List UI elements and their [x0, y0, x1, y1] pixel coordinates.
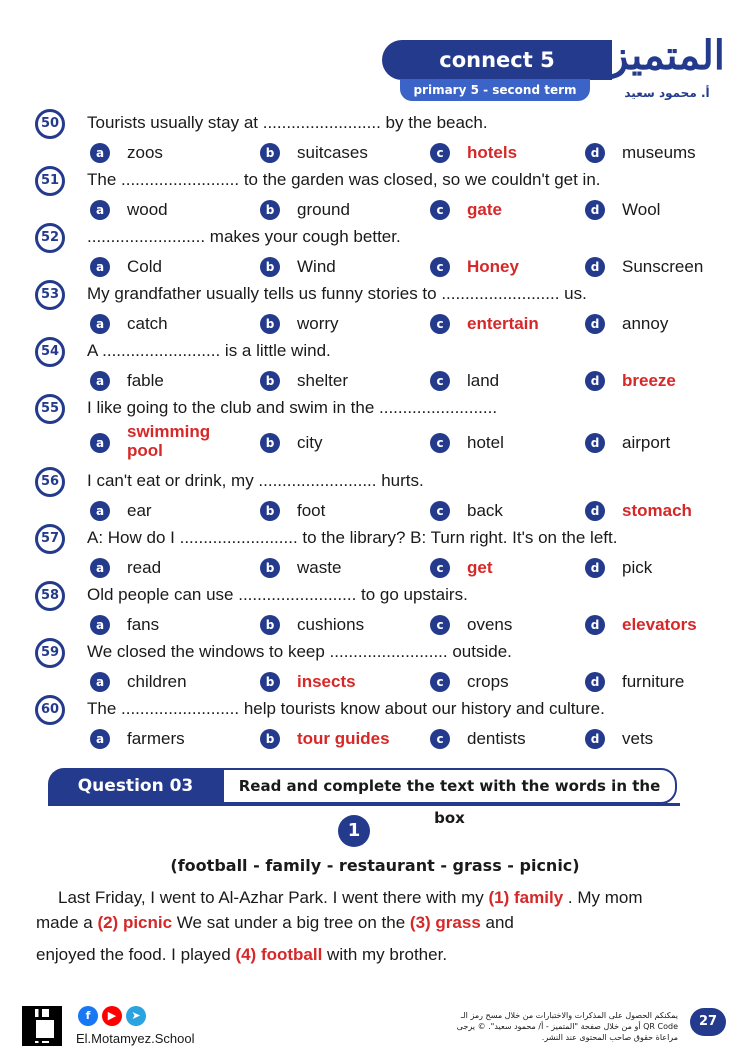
option-letter: a	[90, 143, 110, 163]
option-letter: b	[260, 672, 280, 692]
passage-text: with my brother.	[322, 945, 448, 964]
header-title: connect 5	[382, 40, 612, 80]
option-text: land	[467, 371, 500, 390]
question-03-label: Question 03	[48, 768, 223, 804]
option-letter: b	[260, 371, 280, 391]
question-03-instruction: Read and complete the text with the words in the box	[222, 768, 677, 804]
question-number: 59	[35, 638, 65, 668]
option-letter: c	[430, 672, 450, 692]
question-text: Old people can use ......................... to go upstairs.	[87, 585, 468, 604]
option-text: Cold	[127, 257, 162, 276]
option-text: wood	[127, 200, 168, 219]
option-letter: d	[585, 672, 605, 692]
word-box: (football - family - restaurant - grass - picnic)	[170, 856, 580, 875]
option-letter: b	[260, 615, 280, 635]
option-letter: a	[90, 314, 110, 334]
question-text: I can't eat or drink, my ......................... hurts.	[87, 471, 424, 490]
question-number: 51	[35, 166, 65, 196]
option-letter: b	[260, 257, 280, 277]
option-letter: b	[260, 501, 280, 521]
option-text: worry	[297, 314, 339, 333]
option-letter: d	[585, 143, 605, 163]
question-text: I like going to the club and swim in the .........................	[87, 398, 498, 417]
question-number: 57	[35, 524, 65, 554]
option-text: vets	[622, 729, 654, 748]
option-text: fans	[127, 615, 160, 634]
option-letter: a	[90, 371, 110, 391]
option-text: breeze	[622, 371, 676, 390]
question-number: 58	[35, 581, 65, 611]
option-text: waste	[297, 558, 342, 577]
option-text: hotels	[467, 143, 518, 162]
telegram-icon[interactable]: ➤	[126, 1006, 146, 1026]
option-text: zoos	[127, 143, 163, 162]
question-text: The ......................... to the garden was closed, so we couldn't get in.	[87, 170, 601, 189]
question-text: ......................... makes your cough better.	[87, 227, 401, 246]
passage-text: We sat under a big tree on the	[172, 913, 410, 932]
blank-answer: (2) picnic	[97, 913, 173, 932]
option-letter: d	[585, 558, 605, 578]
blank-answer: (1) family	[488, 888, 564, 907]
option-text: get	[467, 558, 493, 577]
option-letter: d	[585, 433, 605, 453]
option-letter: d	[585, 615, 605, 635]
divider	[48, 803, 680, 806]
option-text: dentists	[467, 729, 526, 748]
option-text: farmers	[127, 729, 185, 748]
option-text: back	[467, 501, 503, 520]
option-letter: a	[90, 501, 110, 521]
option-letter: b	[260, 143, 280, 163]
option-text: Wool	[622, 200, 661, 219]
option-letter: b	[260, 729, 280, 749]
question-number: 60	[35, 695, 65, 725]
question-text: Tourists usually stay at ......................... by the beach.	[87, 113, 488, 132]
option-text: insects	[297, 672, 356, 691]
passage-line-1	[58, 888, 643, 908]
question-number: 52	[35, 223, 65, 253]
option-text: gate	[467, 200, 502, 219]
option-letter: c	[430, 558, 450, 578]
option-text: Wind	[297, 257, 336, 276]
passage-text: Last Friday, I went to Al-Azhar Park. I went there with my	[58, 888, 489, 907]
option-letter: a	[90, 672, 110, 692]
option-letter: c	[430, 729, 450, 749]
question-number: 55	[35, 394, 65, 424]
option-letter: d	[585, 501, 605, 521]
blank-answer: (4) football	[235, 945, 323, 964]
option-text: swimming pool	[127, 422, 211, 460]
option-text: cushions	[297, 615, 365, 634]
option-text: shelter	[297, 371, 349, 390]
option-letter: d	[585, 257, 605, 277]
passage-text: made a	[36, 913, 98, 932]
option-text: stomach	[622, 501, 692, 520]
option-text: catch	[127, 314, 168, 333]
question-text: We closed the windows to keep ......................... outside.	[87, 642, 512, 661]
qr-code	[22, 1006, 62, 1046]
option-text: city	[297, 433, 323, 452]
option-text: tour guides	[297, 729, 390, 748]
option-letter: c	[430, 615, 450, 635]
header-subtitle: primary 5 - second term	[400, 79, 590, 101]
option-letter: b	[260, 314, 280, 334]
footer-note: يمكنكم الحصول على المذكرات والاختبارات من خلال مسح رمز الـ QR Code أو من خلال صفحة "المتميز - أ/ محمود سعيد". © يرجى مراعاة حقوق صاحب المحتوى عند النشر.	[456, 1011, 678, 1042]
option-letter: a	[90, 729, 110, 749]
option-text: suitcases	[297, 143, 368, 162]
option-text: fable	[127, 371, 164, 390]
option-letter: a	[90, 200, 110, 220]
option-text: ovens	[467, 615, 513, 634]
passage-line-3	[36, 945, 447, 965]
website-label: El.Motamyez.School	[76, 1031, 195, 1046]
option-letter: c	[430, 433, 450, 453]
option-letter: c	[430, 143, 450, 163]
question-number: 54	[35, 337, 65, 367]
option-letter: d	[585, 314, 605, 334]
passage-text: . My mom	[563, 888, 643, 907]
option-letter: c	[430, 371, 450, 391]
question-text: My grandfather usually tells us funny stories to ......................... us.	[87, 284, 587, 303]
option-text: annoy	[622, 314, 669, 333]
option-text: elevators	[622, 615, 697, 634]
option-letter: c	[430, 501, 450, 521]
option-letter: a	[90, 615, 110, 635]
option-letter: a	[90, 433, 110, 453]
passage-number: 1	[338, 815, 370, 847]
option-text: entertain	[467, 314, 539, 333]
youtube-icon[interactable]: ▶	[102, 1006, 122, 1026]
option-letter: c	[430, 314, 450, 334]
option-text: pick	[622, 558, 653, 577]
option-letter: b	[260, 200, 280, 220]
option-text: children	[127, 672, 187, 691]
facebook-icon[interactable]: f	[78, 1006, 98, 1026]
option-text: museums	[622, 143, 696, 162]
option-text: read	[127, 558, 162, 577]
option-letter: d	[585, 729, 605, 749]
blank-answer: (3) grass	[409, 913, 481, 932]
brand-logo: المتميز	[609, 32, 725, 79]
option-text: hotel	[467, 433, 504, 452]
option-letter: c	[430, 200, 450, 220]
option-letter: a	[90, 558, 110, 578]
option-text: ground	[297, 200, 350, 219]
option-letter: b	[260, 558, 280, 578]
option-text: ear	[127, 501, 152, 520]
question-text: The ......................... help tourists know about our history and culture.	[87, 699, 605, 718]
question-text: A ......................... is a little wind.	[87, 341, 331, 360]
option-text: airport	[622, 433, 671, 452]
option-letter: d	[585, 371, 605, 391]
page-number: 27	[690, 1008, 726, 1036]
question-number: 53	[35, 280, 65, 310]
option-text: crops	[467, 672, 509, 691]
option-text: Sunscreen	[622, 257, 704, 276]
author-name: أ. محمود سعيد	[624, 86, 710, 100]
option-letter: c	[430, 257, 450, 277]
question-number: 50	[35, 109, 65, 139]
question-text: A: How do I ......................... to the library? B: Turn right. It's on the left.	[87, 528, 618, 547]
option-text: Honey	[467, 257, 519, 276]
passage-line-2	[36, 913, 514, 933]
question-number: 56	[35, 467, 65, 497]
passage-text: enjoyed the food. I played	[36, 945, 236, 964]
option-text: foot	[297, 501, 326, 520]
option-text: furniture	[622, 672, 685, 691]
option-letter: b	[260, 433, 280, 453]
passage-text: and	[480, 913, 514, 932]
option-letter: d	[585, 200, 605, 220]
option-letter: a	[90, 257, 110, 277]
